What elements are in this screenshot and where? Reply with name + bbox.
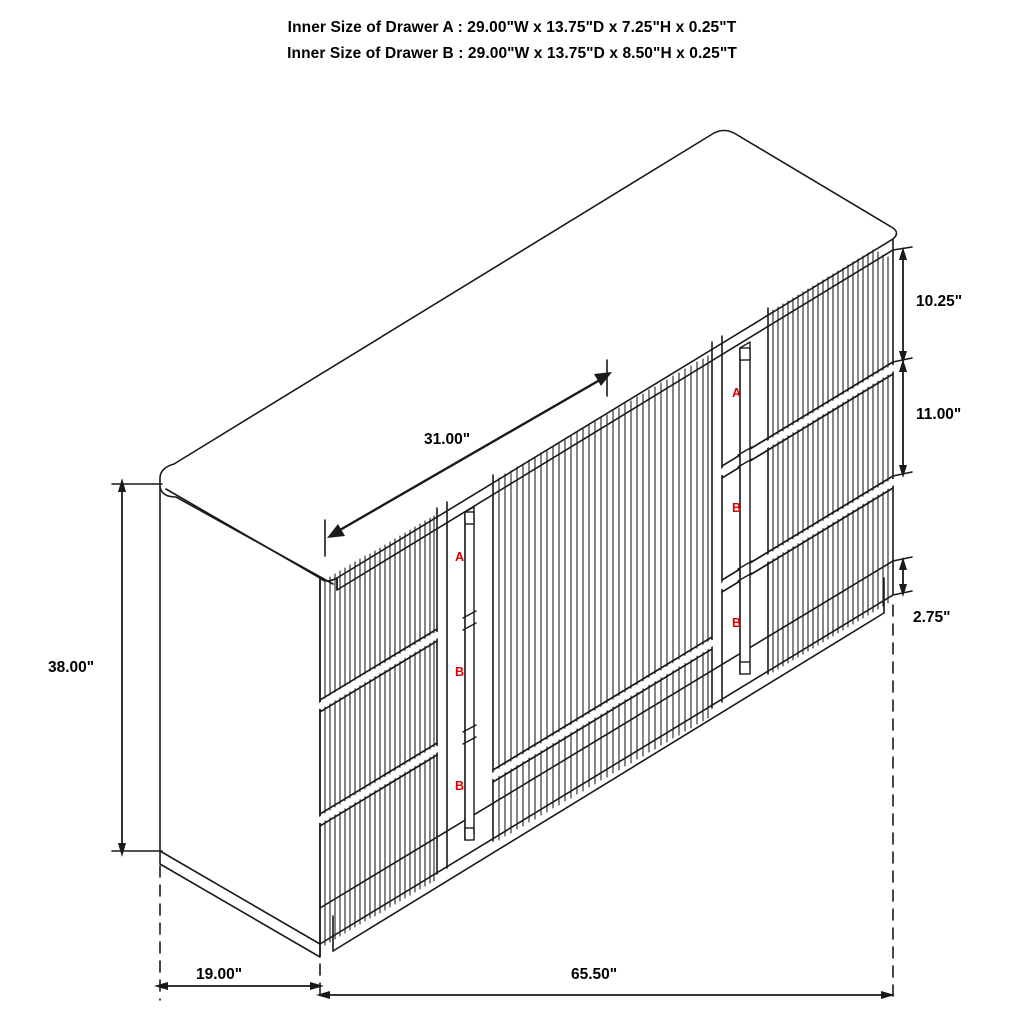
drawer-label-right-mid: B (732, 501, 742, 515)
header-line-2: Inner Size of Drawer B : 29.00"W x 13.75"D x 8.50"H x 0.25"T (287, 45, 737, 62)
drawer-label-left-mid: B (455, 665, 465, 679)
dim-label-2-75: 2.75" (913, 609, 951, 626)
dim-label-38-00: 38.00" (48, 659, 95, 676)
dim-label-65-50: 65.50" (571, 966, 618, 983)
dim-label-31-00: 31.00" (424, 431, 471, 448)
dim-label-10-25: 10.25" (916, 293, 963, 310)
drawer-label-right-top: A (732, 386, 742, 400)
dimension-lines (112, 247, 912, 1000)
dim-label-11-00: 11.00" (916, 406, 962, 423)
dim-label-19-00: 19.00" (196, 966, 243, 983)
drawer-label-left-bottom: B (455, 779, 465, 793)
plinth-bottom-line (333, 613, 884, 951)
left-side-panel (160, 487, 320, 944)
fluted-ribs (325, 250, 888, 945)
drawer-label-left-top: A (455, 550, 465, 564)
left-panel-bottom-edge (160, 851, 320, 957)
header-line-1: Inner Size of Drawer A : 29.00"W x 13.75"D x 7.25"H x 0.25"T (287, 19, 737, 36)
drawer-label-right-bottom: B (732, 616, 742, 630)
top-panel-corner (166, 489, 337, 581)
top-panel-outline (160, 131, 897, 591)
